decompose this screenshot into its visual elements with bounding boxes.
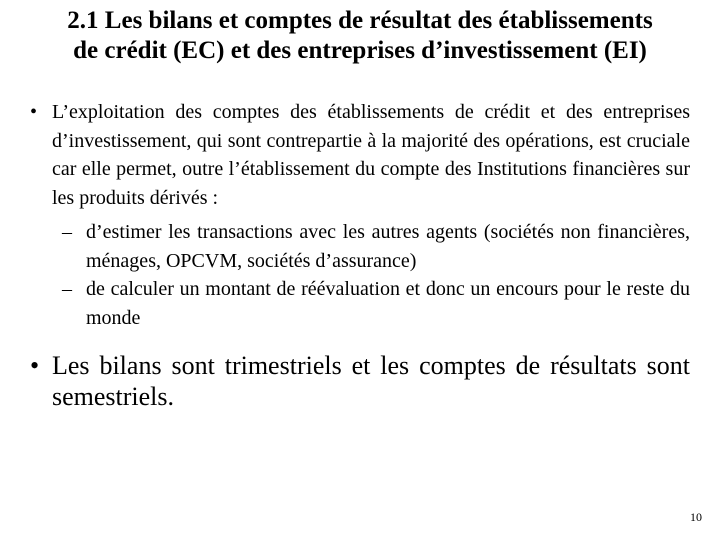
sub-item-marker: –	[62, 221, 72, 243]
title-line-1: 2.1 Les bilans et comptes de résultat des établissements	[67, 7, 653, 34]
bullet-text: Les bilans sont trimestriels et les comptes de résultats sont semestriels.	[52, 351, 690, 411]
bullet-marker: •	[30, 351, 40, 380]
sub-item-text: d’estimer les transactions avec les autres agents (sociétés non financières, ménages, OPCVM, sociétés d’assurance)	[86, 221, 690, 272]
bullet-marker: •	[30, 101, 38, 123]
sub-item-calculer	[62, 275, 690, 332]
bullet-item-bilans	[30, 350, 690, 412]
title-line-2: de crédit (EC) et des entreprises d’investissement (EI)	[73, 37, 647, 64]
slide-title	[20, 6, 700, 66]
page-number: 10	[690, 510, 702, 524]
bullet-text: L’exploitation des comptes des établissements de crédit et des entreprises d’investissement, qui sont contrepartie à la majorité des opérations, est cruciale car elle permet, outre l’établissement du compte des Institutions financières sur les produits dérivés :	[52, 101, 690, 209]
sub-item-estimer	[62, 218, 690, 275]
sub-item-marker: –	[62, 278, 72, 300]
sub-item-text: de calculer un montant de réévaluation et donc un encours pour le reste du monde	[86, 278, 690, 329]
bullet-item-exploitation	[30, 98, 690, 212]
sub-list	[62, 218, 690, 332]
